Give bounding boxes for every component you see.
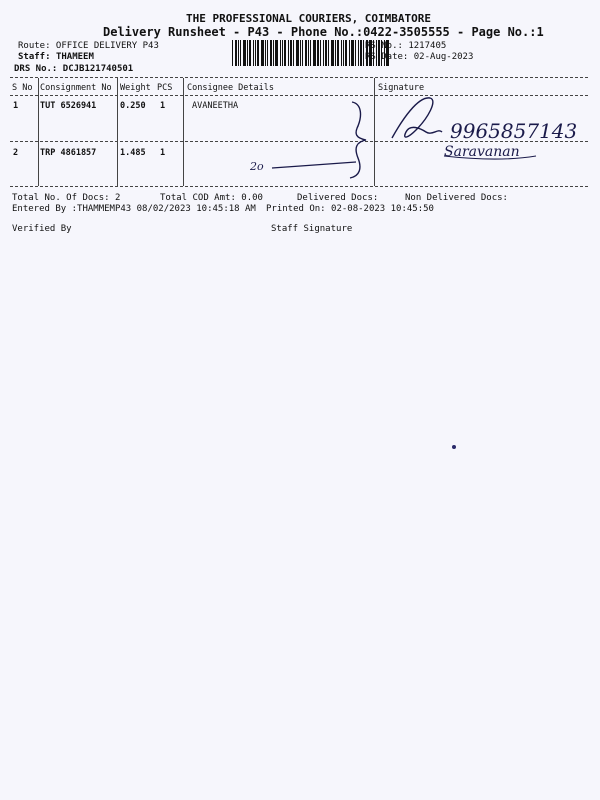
handwritten-name: Saravanan: [444, 144, 520, 160]
col-header-weight: Weight: [120, 83, 151, 93]
barcode-bar: [325, 40, 327, 66]
total-docs: Total No. Of Docs: 2: [12, 193, 121, 203]
barcode-bar: [253, 40, 254, 66]
drs-line: DRS No.: DCJB121740501: [14, 64, 134, 74]
col-header-signature: Signature: [378, 83, 425, 93]
handwritten-mark: 2o: [250, 160, 264, 173]
barcode-bar: [337, 40, 339, 66]
barcode-bar: [235, 40, 237, 66]
barcode-bar: [249, 40, 251, 66]
barcode-bar: [282, 40, 283, 66]
barcode-bar: [247, 40, 248, 66]
barcode-bar: [349, 40, 350, 66]
total-cod: Total COD Amt: 0.00: [160, 193, 263, 203]
staff-name: THAMEEM: [55, 52, 94, 62]
barcode-bar: [270, 40, 272, 66]
barcode-bar: [308, 40, 309, 66]
barcode-bar: [265, 40, 266, 66]
row-pcs: 1: [160, 101, 166, 111]
barcode-bar: [331, 40, 334, 66]
row-sno: 1: [13, 101, 19, 111]
barcode-bar: [290, 40, 292, 66]
barcode-bar: [323, 40, 324, 66]
non-delivered-docs: Non Delivered Docs:: [405, 193, 508, 203]
barcode-bar: [317, 40, 319, 66]
barcode-bar: [288, 40, 289, 66]
barcode-bar: [310, 40, 311, 66]
col-header-sno: S No: [12, 83, 33, 93]
barcode-bar: [267, 40, 268, 66]
barcode-bar: [320, 40, 321, 66]
row-consignee: AVANEETHA: [192, 101, 239, 111]
col-header-consignee: Consignee Details: [187, 83, 274, 93]
barcode-bar: [284, 40, 286, 66]
staff-line: Staff: THAMEEM: [18, 52, 94, 62]
ink-speck: [452, 445, 456, 449]
row-consignment: TUT 6526941: [40, 101, 97, 111]
barcode-bar: [275, 40, 278, 66]
barcode-bar: [355, 40, 356, 66]
handwritten-phone: 9965857143: [450, 119, 578, 143]
delivered-docs: Delivered Docs:: [297, 193, 379, 203]
row-weight: 0.250: [120, 101, 146, 111]
barcode-bar: [302, 40, 303, 66]
barcode-bar: [363, 40, 364, 66]
barcode-bar: [296, 40, 299, 66]
col-header-consignment: Consignment No: [40, 83, 112, 93]
barcode-bar: [343, 40, 344, 66]
staff-signature: Staff Signature: [271, 224, 353, 234]
entered-by: Entered By :THAMMEMP43 08/02/2023 10:45:18 AM: [12, 204, 256, 214]
barcode-bar: [341, 40, 342, 66]
handwritten-marks: [180, 90, 600, 190]
col-divider: [117, 78, 118, 186]
row-consignment: TRP 4861857: [40, 148, 97, 158]
barcode-bar: [345, 40, 347, 66]
rs-number: RS No.: 1217405: [365, 41, 447, 51]
barcode-bar: [255, 40, 256, 66]
barcode-bar: [351, 40, 354, 66]
row-pcs: 1: [160, 148, 166, 158]
barcode-bar: [328, 40, 329, 66]
barcode-bar: [243, 40, 246, 66]
rs-date: RS Date: 02-Aug-2023: [365, 52, 474, 62]
barcode-bar: [280, 40, 281, 66]
barcode-bar: [313, 40, 316, 66]
drs-number: DCJB121740501: [62, 64, 134, 74]
barcode-bar: [232, 40, 233, 66]
runsheet-title: Delivery Runsheet - P43 - Phone No.:0422-3505555 - Page No.:1: [103, 25, 544, 39]
printed-on: Printed On: 02-08-2023 10:45:50: [266, 204, 434, 214]
barcode-bar: [240, 40, 241, 66]
barcode-bar: [238, 40, 239, 66]
col-divider: [38, 78, 39, 186]
barcode-bar: [300, 40, 301, 66]
barcode-bar: [358, 40, 359, 66]
row-weight: 1.485: [120, 148, 146, 158]
barcode-bar: [305, 40, 307, 66]
barcode-bar: [257, 40, 259, 66]
barcode-bar: [293, 40, 294, 66]
company-title: THE PROFESSIONAL COURIERS, COIMBATORE: [186, 12, 432, 25]
barcode-bar: [273, 40, 274, 66]
barcode-bar: [261, 40, 264, 66]
barcode-bar: [335, 40, 336, 66]
row-sno: 2: [13, 148, 19, 158]
route-text: Route: OFFICE DELIVERY P43: [18, 41, 159, 51]
verified-by: Verified By: [12, 224, 72, 234]
barcode-bar: [360, 40, 362, 66]
table-top-rule: [10, 77, 588, 78]
col-header-pcs: PCS: [157, 83, 173, 93]
